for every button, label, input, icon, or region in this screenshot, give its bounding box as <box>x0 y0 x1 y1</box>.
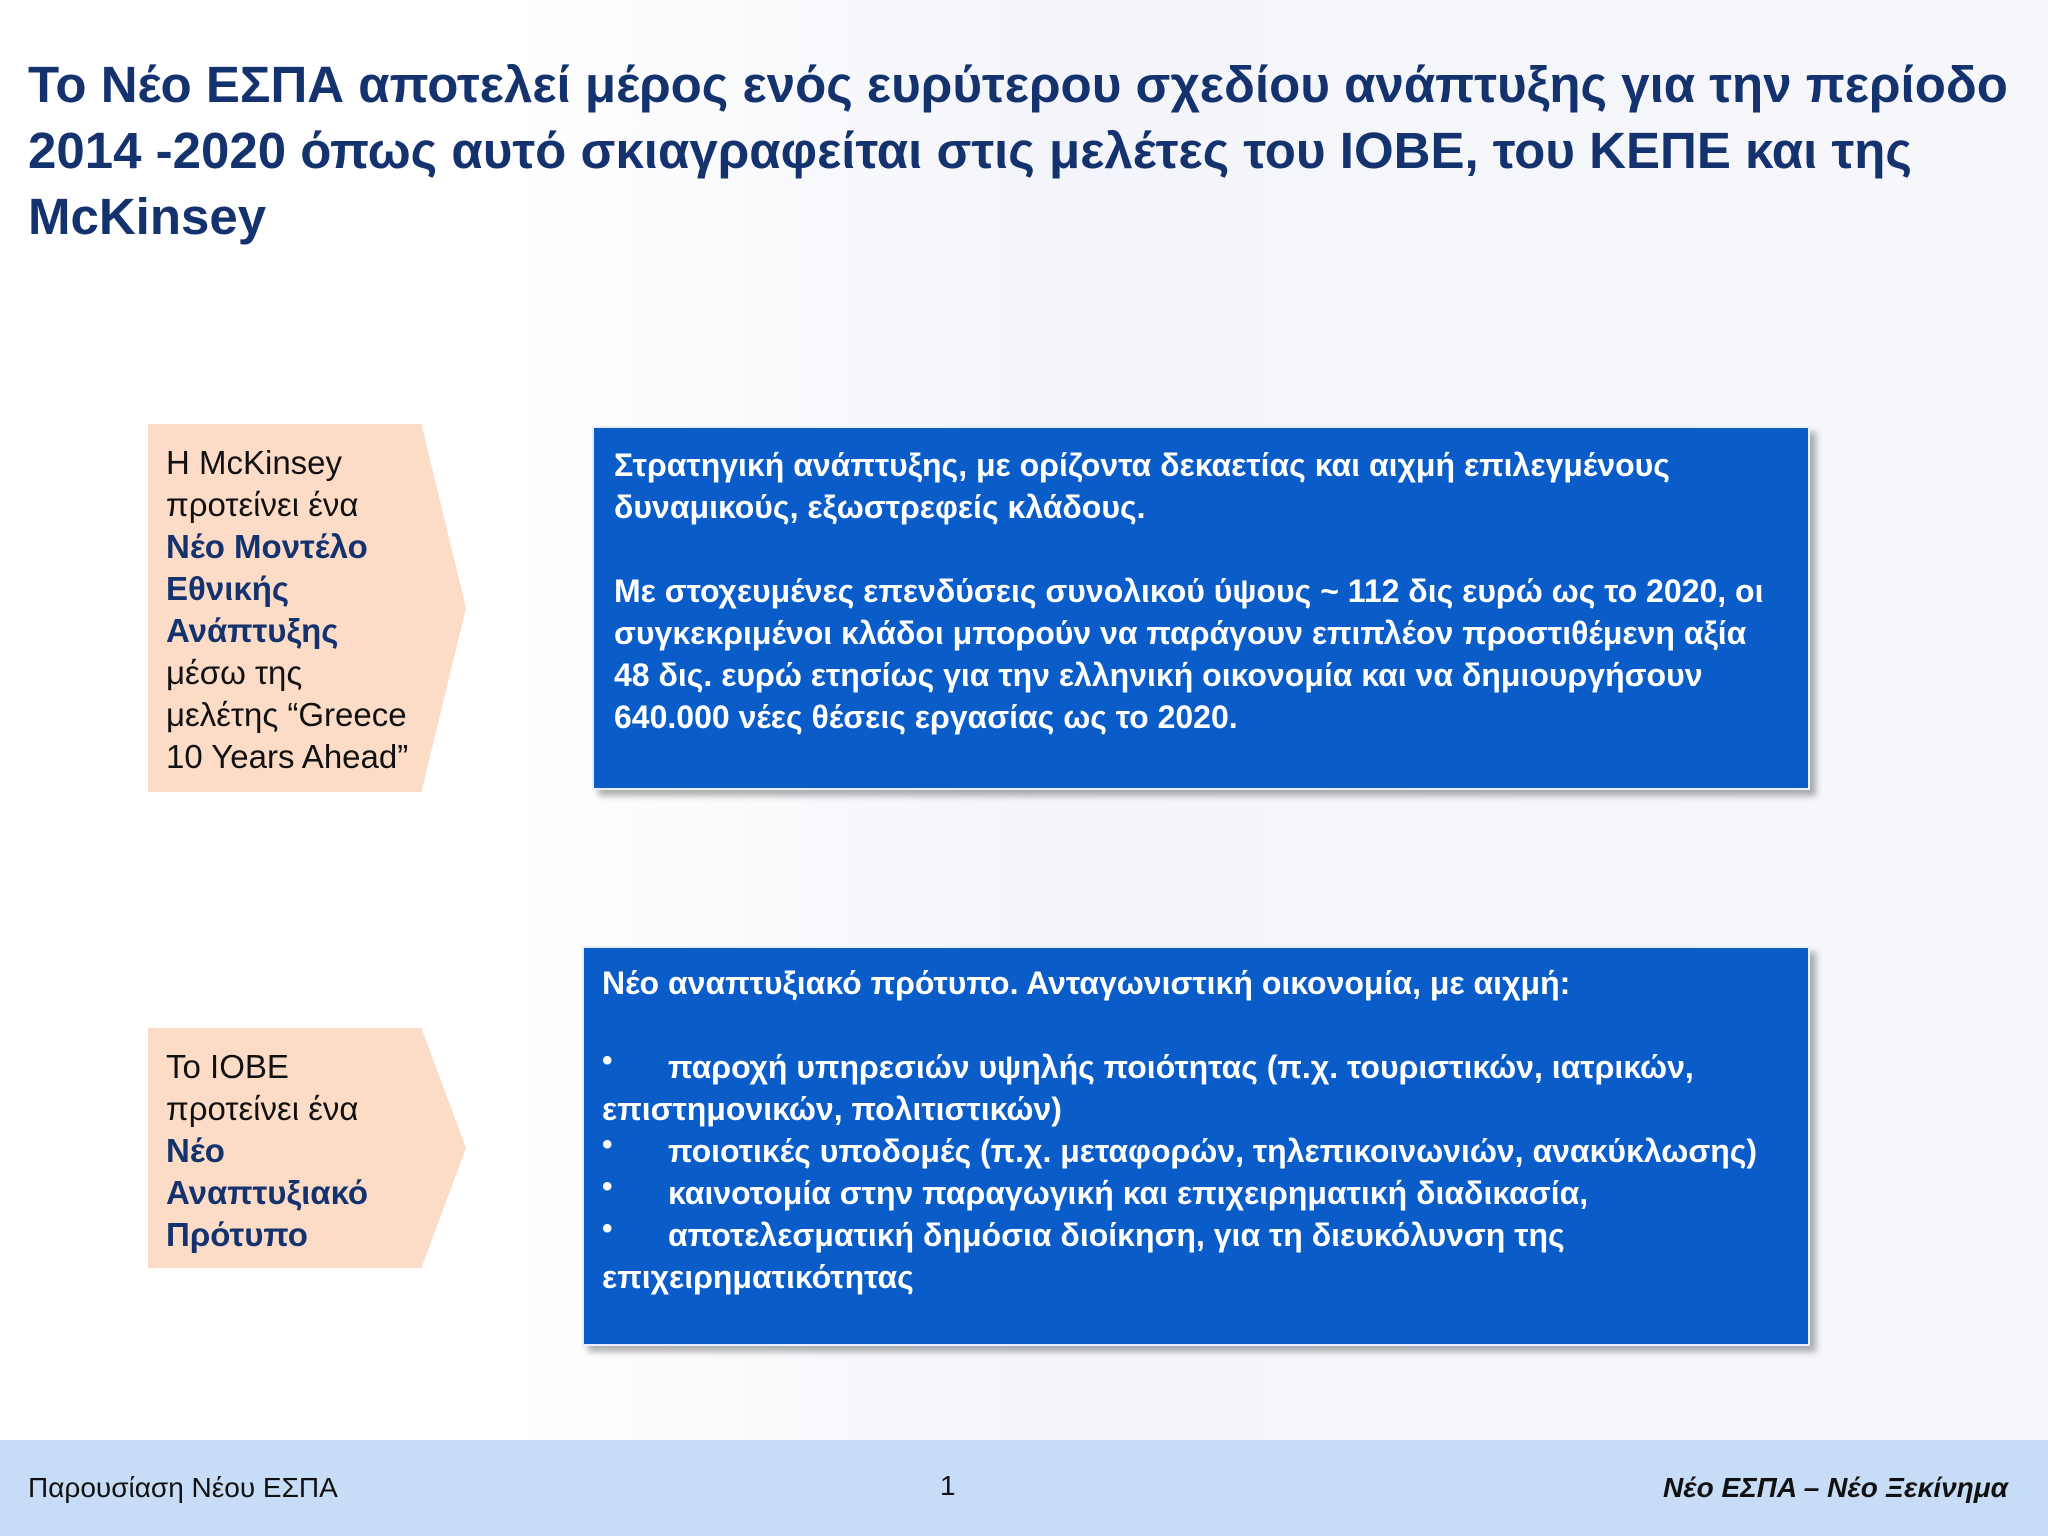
mckinsey-chevron-text <box>166 442 446 778</box>
mckinsey-summary-box <box>592 426 1810 790</box>
bullet-text: αποτελεσματική δημόσια διοίκηση, για τη διευκόλυνση της επιχειρηματικότητας <box>602 1217 1565 1295</box>
bullet-text: ποιοτικές υποδομές (π.χ. μεταφορών, τηλεπικοινωνιών, ανακύκλωσης) <box>668 1133 1758 1169</box>
bullet-text: καινοτομία στην παραγωγική και επιχειρηματική διαδικασία, <box>668 1175 1589 1211</box>
bullet-text: παροχή υπηρεσιών υψηλής ποιότητας (π.χ. τουριστικών, ιατρικών, επιστημονικών, πολιτιστικών) <box>602 1049 1694 1127</box>
chevron-bold-line: Πρότυπο <box>166 1216 308 1253</box>
spacer <box>614 528 1788 570</box>
chevron-line: Η McKinsey <box>166 444 343 481</box>
chevron-line: μέσω της <box>166 654 303 691</box>
chevron-line: προτείνει ένα <box>166 486 359 523</box>
box-paragraph: Στρατηγική ανάπτυξης, με ορίζοντα δεκαετίας και αιχμή επιλεγμένους δυναμικούς, εξωστρεφείς κλάδους. <box>614 447 1670 525</box>
bullet-icon: • <box>602 1212 613 1245</box>
footer-slogan: Νέο ΕΣΠΑ – Νέο Ξεκίνημα <box>1663 1472 2008 1503</box>
bullet-icon: • <box>602 1128 613 1161</box>
bullet-item <box>602 1046 1790 1130</box>
spacer <box>602 1004 1790 1046</box>
slide-title: Το Νέο ΕΣΠΑ αποτελεί μέρος ενός ευρύτερου σχεδίου ανάπτυξης για την περίοδο 2014 -2020 όπως αυτό σκιαγραφείται στις μελέτες του ΙΟΒΕ, του ΚΕΠΕ και της McKinsey <box>28 56 2008 245</box>
bullet-item <box>602 1214 1790 1298</box>
chevron-line: μελέτης “Greece <box>166 696 407 733</box>
iobe-chevron-text <box>166 1046 446 1256</box>
footer-presentation-title: Παρουσίαση Νέου ΕΣΠΑ <box>28 1472 338 1503</box>
page-number: 1 <box>940 1470 956 1501</box>
chevron-line: προτείνει ένα <box>166 1090 359 1127</box>
box-paragraph: Με στοχευμένες επενδύσεις συνολικού ύψους ~ 112 δις ευρώ ως το 2020, οι συγκεκριμένοι κλάδοι μπορούν να παράγουν επιπλέον προστιθέμενη αξία 48 δις. ευρώ ετησίως για την ελληνική οικονομία και να δημιουργήσουν 640.000 νέες θέσεις εργασίας ως το 2020. <box>614 573 1764 735</box>
chevron-bold-line: Νέο <box>166 1132 225 1169</box>
chevron-line: 10 Years Ahead” <box>166 738 409 775</box>
chevron-bold-line: Ανάπτυξης <box>166 612 339 649</box>
iobe-summary-box <box>582 946 1810 1346</box>
bullet-item <box>602 1172 1790 1214</box>
bullet-icon: • <box>602 1170 613 1203</box>
bullet-icon: • <box>602 1044 613 1077</box>
chevron-bold-line: Εθνικής <box>166 570 290 607</box>
bullet-item <box>602 1130 1790 1172</box>
chevron-line: Το ΙΟΒΕ <box>166 1048 289 1085</box>
box-intro: Νέο αναπτυξιακό πρότυπο. Ανταγωνιστική οικονομία, με αιχμή: <box>602 965 1571 1001</box>
chevron-bold-line: Αναπτυξιακό <box>166 1174 369 1211</box>
chevron-bold-line: Νέο Μοντέλο <box>166 528 368 565</box>
footer-bar <box>0 1440 2048 1536</box>
